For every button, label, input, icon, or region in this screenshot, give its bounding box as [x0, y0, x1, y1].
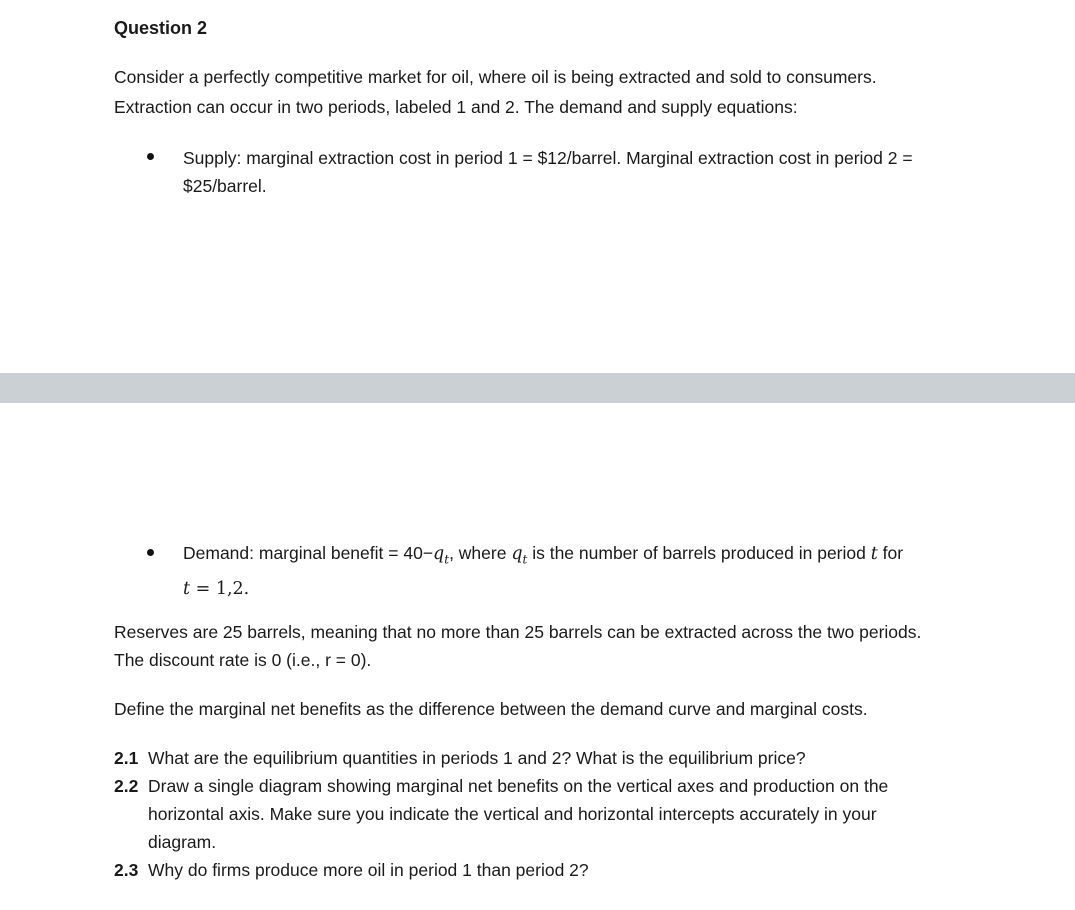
- define-paragraph: Define the marginal net benefits as the difference between the demand curve and marginal costs.: [114, 699, 868, 719]
- bullet-icon: [147, 549, 154, 556]
- question-2-2: [114, 772, 888, 800]
- question-2-3: [114, 856, 589, 884]
- supply-bullet: [183, 144, 913, 200]
- intro-line-1: Consider a perfectly competitive market for oil, where oil is being extracted and sold to consumers.: [114, 67, 877, 87]
- supply-line-2: $25/barrel.: [183, 176, 267, 196]
- intro-line-2: Extraction can occur in two periods, labeled 1 and 2. The demand and supply equations:: [114, 97, 798, 117]
- demand-q2: q: [511, 544, 523, 564]
- intro-paragraph: [114, 62, 877, 122]
- reserves-paragraph: [114, 618, 921, 674]
- question-2-2-line-2: horizontal axis. Make sure you indicate the vertical and horizontal intercepts accurately in your: [148, 804, 877, 824]
- demand-prefix: Demand: marginal benefit = 40−: [183, 543, 434, 563]
- question-text: Why do firms produce more oil in period 1 than period 2?: [148, 860, 589, 880]
- demand-mid2: is the number of barrels produced in period: [527, 543, 871, 563]
- demand-sub-t2: t: [522, 552, 528, 567]
- reserves-line-1: Reserves are 25 barrels, meaning that no more than 25 barrels can be extracted across the two periods.: [114, 622, 922, 642]
- question-text: Draw a single diagram showing marginal net benefits on the vertical axes and production on the: [148, 776, 889, 796]
- demand-sub-t: t: [444, 552, 450, 567]
- supply-line-1: Supply: marginal extraction cost in period 1 = $12/barrel. Marginal extraction cost in period 2 =: [183, 148, 913, 168]
- question-2-2-line-3: diagram.: [148, 832, 217, 852]
- bullet-icon: [147, 153, 154, 160]
- demand-t: t: [870, 544, 878, 564]
- demand-suffix: for: [877, 543, 904, 563]
- gray-divider-band: [0, 373, 1075, 403]
- question-number: 2.1: [114, 748, 139, 768]
- question-number: 2.2: [114, 776, 139, 796]
- reserves-line-2: The discount rate is 0 (i.e., r = 0).: [114, 650, 372, 670]
- demand-middle: , where: [449, 543, 512, 563]
- question-heading: Question 2: [114, 18, 208, 38]
- demand-line-2: [183, 574, 903, 603]
- question-2-1: [114, 744, 806, 772]
- demand-bullet: [183, 539, 903, 603]
- demand-line-1: [183, 539, 903, 574]
- demand-q: q: [433, 544, 445, 564]
- question-number: 2.3: [114, 860, 139, 880]
- demand-line2-rest: = 1,2.: [190, 578, 250, 599]
- demand-line2-t: t: [183, 578, 191, 599]
- question-text: What are the equilibrium quantities in periods 1 and 2? What is the equilibrium price?: [148, 748, 806, 768]
